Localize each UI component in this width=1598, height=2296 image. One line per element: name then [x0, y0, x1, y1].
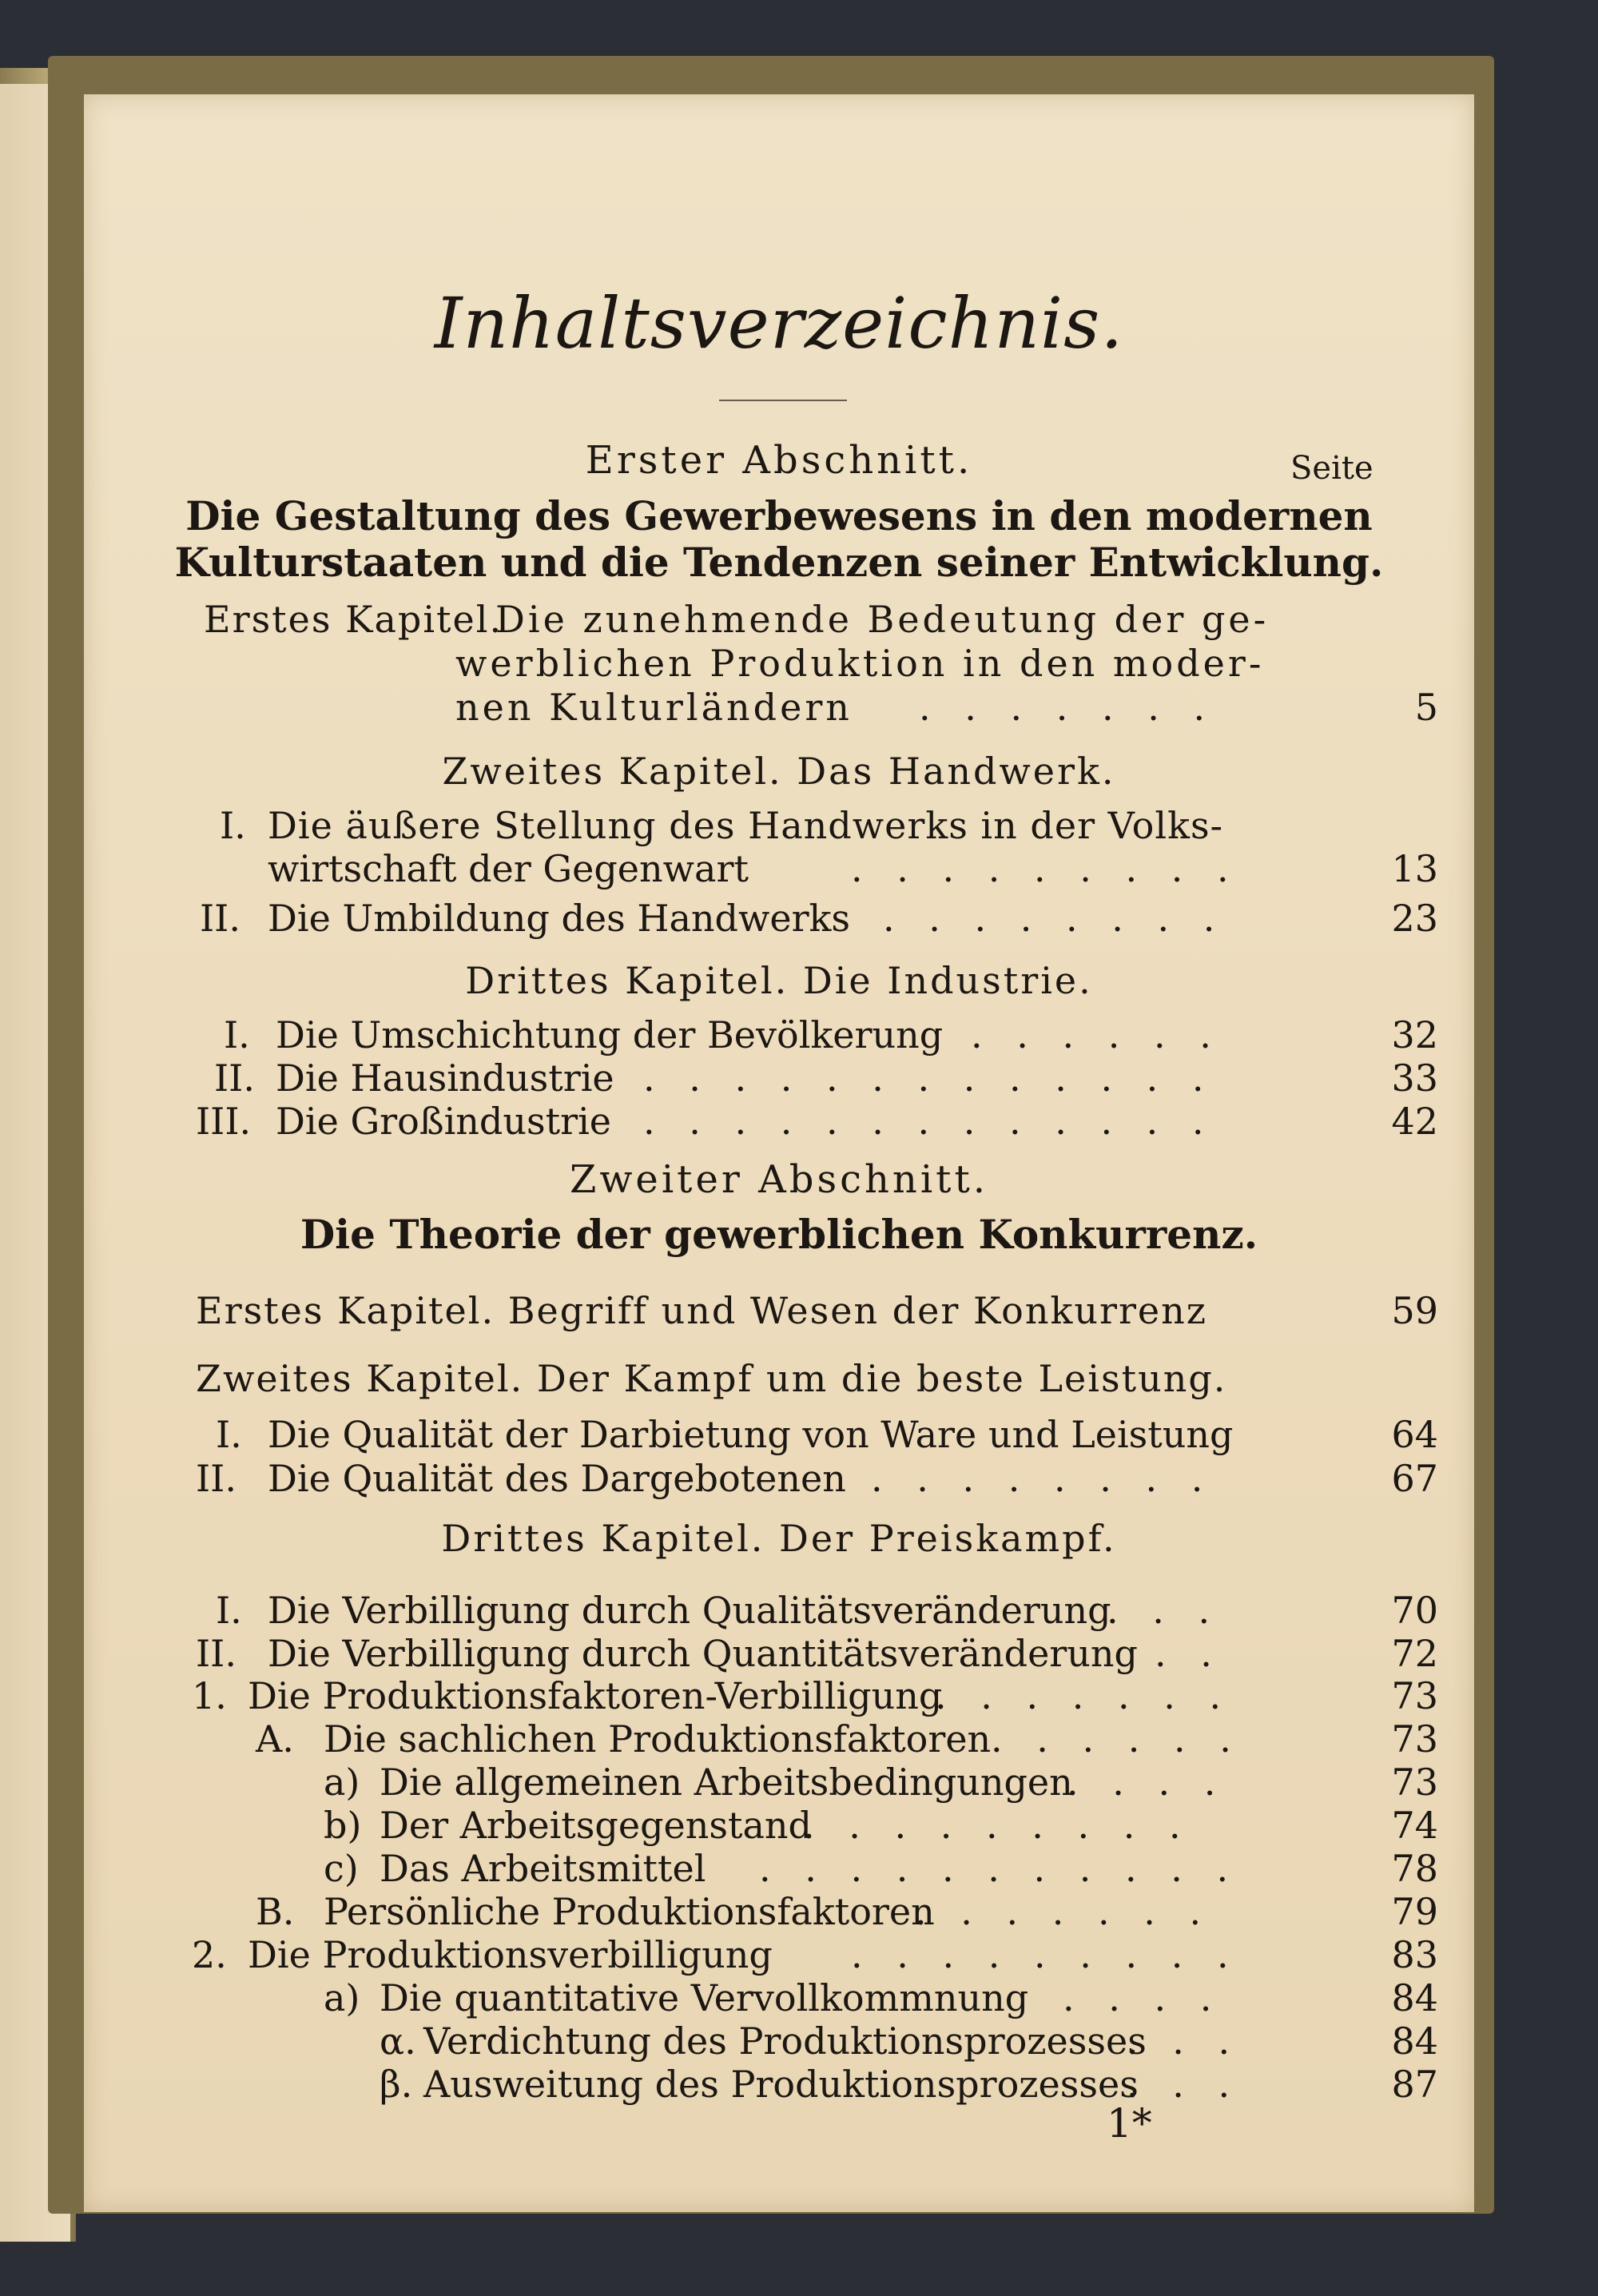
toc-entry-text: Die Produktionsfaktoren-Verbilligung — [248, 1674, 943, 1717]
toc-entry-number: 2. — [192, 1933, 227, 1976]
toc-entry-text: Ausweitung des Produktionsprozesses — [423, 2063, 1139, 2106]
ch2-ii-text: Die Umbildung des Handwerks — [268, 897, 851, 940]
leader-dots: . . . . . . . . — [883, 897, 1226, 940]
leader-dots: . . . . — [1063, 1976, 1223, 2019]
part2-heading: Zweiter Abschnitt. — [569, 1157, 988, 1202]
toc-entry-page: 70 — [1391, 1589, 1438, 1632]
toc-entry-text: Persönliche Produktionsfaktoren — [324, 1890, 935, 1933]
toc-entry-text: Der Arbeitsgegenstand — [380, 1804, 812, 1847]
toc-entry-text: Die Verbilligung durch Qualitätsveränderung — [268, 1589, 1111, 1632]
signature-mark: 1* — [1107, 2100, 1152, 2147]
ch2-heading: Zweites Kapitel. Das Handwerk. — [442, 750, 1116, 793]
ch1-text-line3: nen Kulturländern — [455, 686, 853, 729]
toc-entry-text: Die Qualität des Dargebotenen — [268, 1457, 846, 1500]
toc-entry-number: A. — [256, 1717, 294, 1761]
toc-entry-number: B. — [256, 1890, 295, 1933]
p2ch2-heading: Zweites Kapitel. Der Kampf um die beste Leistung. — [196, 1357, 1227, 1400]
toc-entry-number: c) — [324, 1847, 359, 1890]
toc-entry-number: III. — [196, 1100, 252, 1143]
ch2-i-line2: wirtschaft der Gegenwart — [268, 847, 749, 890]
p2ch1-page: 59 — [1391, 1289, 1438, 1332]
leader-dots: . . . . . . . . . . . . . — [643, 1100, 1215, 1143]
toc-entry-page: 83 — [1391, 1933, 1438, 1976]
toc-entry-text: Die Großindustrie — [276, 1100, 612, 1143]
ch1-page: 5 — [1414, 686, 1438, 729]
seite-label: Seite — [1290, 450, 1373, 487]
toc-entry-text: Die Hausindustrie — [276, 1056, 614, 1100]
toc-entry-number: I. — [216, 1413, 242, 1456]
toc-entry-text: Die Produktionsverbilligung — [248, 1933, 773, 1976]
leader-dots: . . — [1155, 1632, 1223, 1675]
toc-entry-page: 74 — [1391, 1804, 1438, 1847]
toc-entry-text: Die quantitative Vervollkommnung — [380, 1976, 1029, 2019]
leader-dots: . . . — [1127, 2063, 1242, 2106]
leader-dots: . . . . — [1067, 1761, 1227, 1804]
p2ch1-text: Erstes Kapitel. Begriff und Wesen der Konkurrenz — [196, 1289, 1208, 1332]
leader-dots: . . . . . . . — [915, 1890, 1213, 1933]
p2ch3-heading: Drittes Kapitel. Der Preiskampf. — [441, 1517, 1117, 1560]
leader-dots: . . . . . . . — [935, 1674, 1233, 1717]
toc-entry-number: a) — [324, 1976, 360, 2019]
part1-subtitle-line1: Die Gestaltung des Gewerbewesens in den modernen — [185, 492, 1373, 539]
toc-entry-page: 73 — [1391, 1674, 1438, 1717]
leader-dots: . . . . . . . . . — [803, 1804, 1192, 1847]
toc-entry-text: Die Umschichtung der Bevölkerung — [276, 1013, 944, 1056]
toc-entry-number: I. — [224, 1013, 250, 1056]
leader-dots: . . . . . . — [991, 1717, 1242, 1761]
part1-heading: Erster Abschnitt. — [585, 438, 973, 483]
toc-entry-text: Die sachlichen Produktionsfaktoren — [324, 1717, 992, 1761]
toc-entry-page: 84 — [1391, 2019, 1438, 2063]
page-title: Inhaltsverzeichnis. — [434, 282, 1124, 364]
ch2-ii-page: 23 — [1391, 897, 1438, 940]
leader-dots: . . . . . . . . . — [851, 1933, 1240, 1976]
toc-entry-text: Die Qualität der Darbietung von Ware und Leistung — [268, 1413, 1234, 1456]
toc-entry-number: b) — [324, 1804, 362, 1847]
leader-dots: . . . . . . . . . . . . . — [643, 1056, 1215, 1100]
toc-entry-number: II. — [196, 1632, 237, 1675]
ch2-ii-num: II. — [200, 897, 240, 940]
toc-entry-text: Verdichtung des Produktionsprozesses — [423, 2019, 1147, 2063]
toc-entry-number: β. — [380, 2063, 413, 2106]
part1-subtitle-line2: Kulturstaaten und die Tendenzen seiner Entwicklung. — [174, 539, 1384, 586]
toc-entry-page: 33 — [1391, 1056, 1438, 1100]
toc-entry-page: 73 — [1391, 1717, 1438, 1761]
toc-entry-text: Das Arbeitsmittel — [380, 1847, 706, 1890]
toc-entry-number: I. — [216, 1589, 242, 1632]
toc-entry-page: 72 — [1391, 1632, 1438, 1675]
toc-entry-number: a) — [324, 1761, 360, 1804]
toc-entry-page: 79 — [1391, 1890, 1438, 1933]
ch2-i-num: I. — [220, 804, 246, 847]
leader-dots: . . . . . . — [971, 1013, 1222, 1056]
toc-entry-text: Die Verbilligung durch Quantitätsveränderung — [268, 1632, 1138, 1675]
part2-subtitle: Die Theorie der gewerblichen Konkurrenz. — [300, 1211, 1258, 1258]
leader-dots: . . . — [1107, 1589, 1222, 1632]
toc-entry-page: 67 — [1391, 1457, 1438, 1500]
ch2-i-page: 13 — [1391, 847, 1438, 890]
toc-entry-page: 78 — [1391, 1847, 1438, 1890]
toc-entry-page: 73 — [1391, 1761, 1438, 1804]
toc-entry-page: 64 — [1391, 1413, 1438, 1456]
toc-entry-page: 32 — [1391, 1013, 1438, 1056]
ch1-label: Erstes Kapitel. — [204, 598, 503, 641]
ch3-heading: Drittes Kapitel. Die Industrie. — [465, 959, 1093, 1002]
ch1-text-line2: werblichen Produktion in den moder- — [455, 642, 1265, 685]
book-page — [84, 94, 1474, 2212]
toc-entry-number: α. — [380, 2019, 416, 2063]
leader-dots: . . . . . . . . . — [851, 847, 1240, 890]
toc-entry-page: 84 — [1391, 1976, 1438, 2019]
toc-entry-number: II. — [196, 1457, 237, 1500]
leader-dots: . . . — [1127, 2019, 1242, 2063]
toc-entry-number: 1. — [192, 1674, 227, 1717]
leader-dots: . . . . . . . . — [871, 1457, 1214, 1500]
toc-entry-page: 42 — [1391, 1100, 1438, 1143]
ch2-i-line1: Die äußere Stellung des Handwerks in der Volks- — [268, 804, 1224, 847]
toc-entry-number: II. — [214, 1056, 255, 1100]
title-rule — [719, 400, 847, 401]
toc-entry-page: 87 — [1391, 2063, 1438, 2106]
toc-entry-text: Die allgemeinen Arbeitsbedingungen — [380, 1761, 1073, 1804]
ch1-text-line1: Die zunehmende Bedeutung der ge- — [495, 598, 1270, 641]
leader-dots: . . . . . . . . . . . — [759, 1847, 1240, 1890]
leader-dots: . . . . . . . — [919, 686, 1217, 729]
